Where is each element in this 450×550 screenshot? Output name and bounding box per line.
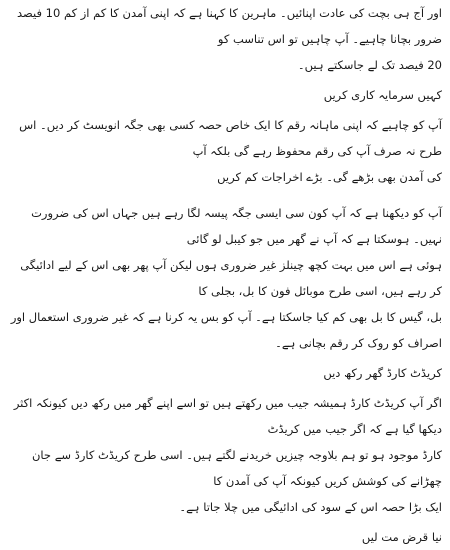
credit-card-line-3: ایک بڑا حصہ اس کے سود کی ادائیگی میں چلا جاتا ہے۔ <box>179 500 442 514</box>
section-heading-credit-card: کریڈٹ کارڈ گھر رکھ دیں <box>323 366 442 380</box>
expenses-line-1: آپ کو دیکھنا ہے کہ آپ کون سی ایسی جگہ پیسہ لگا رہے ہیں جہاں اس کی ضرورت نہیں۔ ہوسکتا ہے کہ آپ نے گھر میں جو کیبل لو گائی <box>31 206 442 246</box>
credit-card-line-1: اگر آپ کریڈٹ کارڈ ہمیشہ جیب میں رکھتے ہیں تو اسے اپنے گھر میں رکھ دیں کیونکہ اکثر دیکھا گیا ہے کہ اگر جیب میں کریڈٹ <box>13 396 442 436</box>
investment-line-2: کی آمدن بھی بڑھے گی۔ بڑے اخراجات کم کریں <box>217 170 442 184</box>
section-heading-investment: کہیں سرمایہ کاری کریں <box>323 88 442 102</box>
intro-line-1: اور آج ہی بچت کی عادت اپنائیں۔ ماہرین کا کہنا ہے کہ اپنی آمدن کا کم از کم 10 فیصد ضرور بچانا چاہیے۔ آپ چاہیں تو اس تناسب کو <box>17 6 442 46</box>
intro-line-2: 20 فیصد تک لے جاسکتے ہیں۔ <box>297 58 442 72</box>
expenses-line-2: ہوئی ہے اس میں بہت کچھ چینلز غیر ضروری ہوں لیکن آپ پھر بھی اس کے لیے ادائیگی کر رہے ہیں، اسی طرح موبائل فون کا بل، بجلی کا <box>20 258 442 298</box>
expenses-line-3: بل، گیس کا بل بھی کم کیا جاسکتا ہے۔ آپ کو بس یہ کرنا ہے کہ غیر ضروری استعمال اور اصراف کو روک کر رقم بچانی ہے۔ <box>10 310 442 350</box>
article-body <box>10 0 442 550</box>
section-heading-new-loan: نیا قرض مت لیں <box>361 530 442 544</box>
investment-line-1: آپ کو چاہیے کہ اپنی ماہانہ رقم کا ایک خاص حصہ کسی بھی جگہ انویسٹ کر دیں۔ اس طرح نہ صرف آپ کی رقم محفوظ رہے گی بلکہ آپ <box>19 118 442 158</box>
credit-card-line-2: کارڈ موجود ہو تو ہم بلاوجہ چیزیں خریدنے لگتے ہیں۔ اسی طرح کریڈٹ کارڈ سے جان چھڑانے کی کوشش کریں کیونکہ آپ کی آمدن کا <box>31 448 442 488</box>
